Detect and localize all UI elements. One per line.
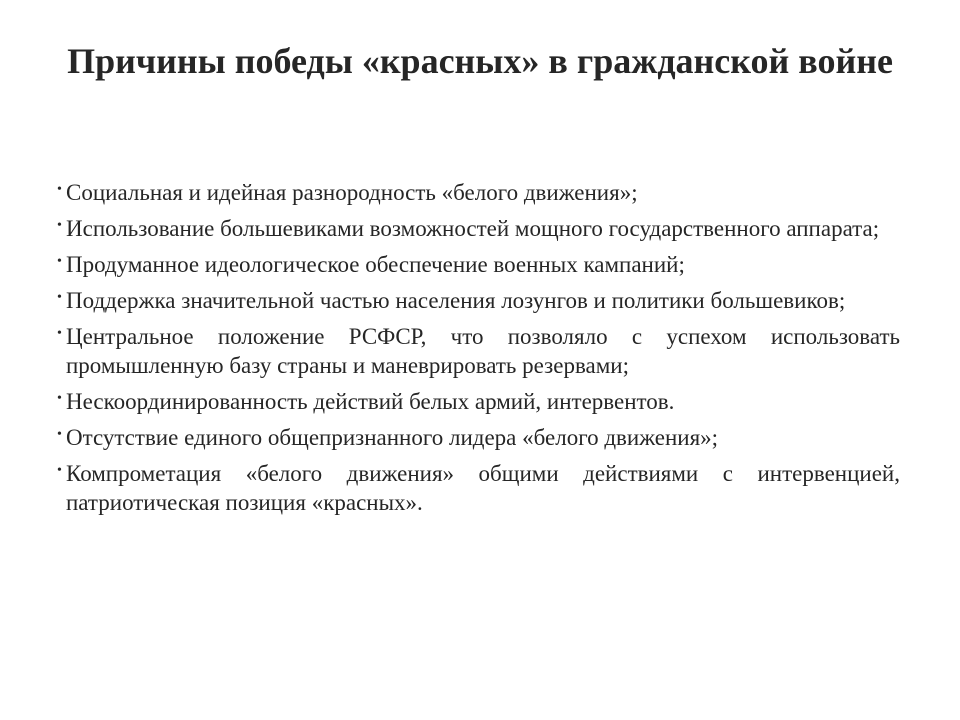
bullet-icon: •: [57, 182, 62, 197]
bullet-icon: •: [57, 218, 62, 233]
bullet-icon: •: [57, 254, 62, 269]
list-item-text: Компрометация «белого движения» общими действиями с интервенцией, патриотическая позиция «красных».: [66, 461, 900, 515]
list-item-text: Нескоординированность действий белых армий, интервентов.: [66, 389, 675, 414]
bullet-icon: •: [57, 391, 62, 406]
list-item-text: Центральное положение РСФСР, что позволяло с успехом использовать промышленную базу страны и маневрировать резервами;: [66, 324, 900, 378]
bullet-icon: •: [57, 463, 62, 478]
list-item: [57, 423, 900, 452]
bullet-icon: •: [57, 427, 62, 442]
list-item: [57, 178, 900, 207]
list-item-text: Отсутствие единого общепризнанного лидера «белого движения»;: [66, 425, 719, 450]
list-item: [57, 387, 900, 416]
list-item: [57, 250, 900, 279]
list-item: [57, 322, 900, 380]
bullet-list: [57, 178, 900, 524]
bullet-icon: •: [57, 290, 62, 305]
list-item-text: Поддержка значительной частью населения лозунгов и политики большевиков;: [66, 288, 846, 313]
slide-title: Причины победы «красных» в гражданской войне: [67, 41, 893, 81]
list-item-text: Продуманное идеологическое обеспечение военных кампаний;: [66, 252, 685, 277]
bullet-icon: •: [57, 326, 62, 341]
list-item: [57, 459, 900, 517]
list-item: [57, 286, 900, 315]
list-item-text: Использование большевиками возможностей мощного государственного аппарата;: [66, 216, 880, 241]
list-item-text: Социальная и идейная разнородность «белого движения»;: [66, 180, 638, 205]
list-item: [57, 214, 900, 243]
